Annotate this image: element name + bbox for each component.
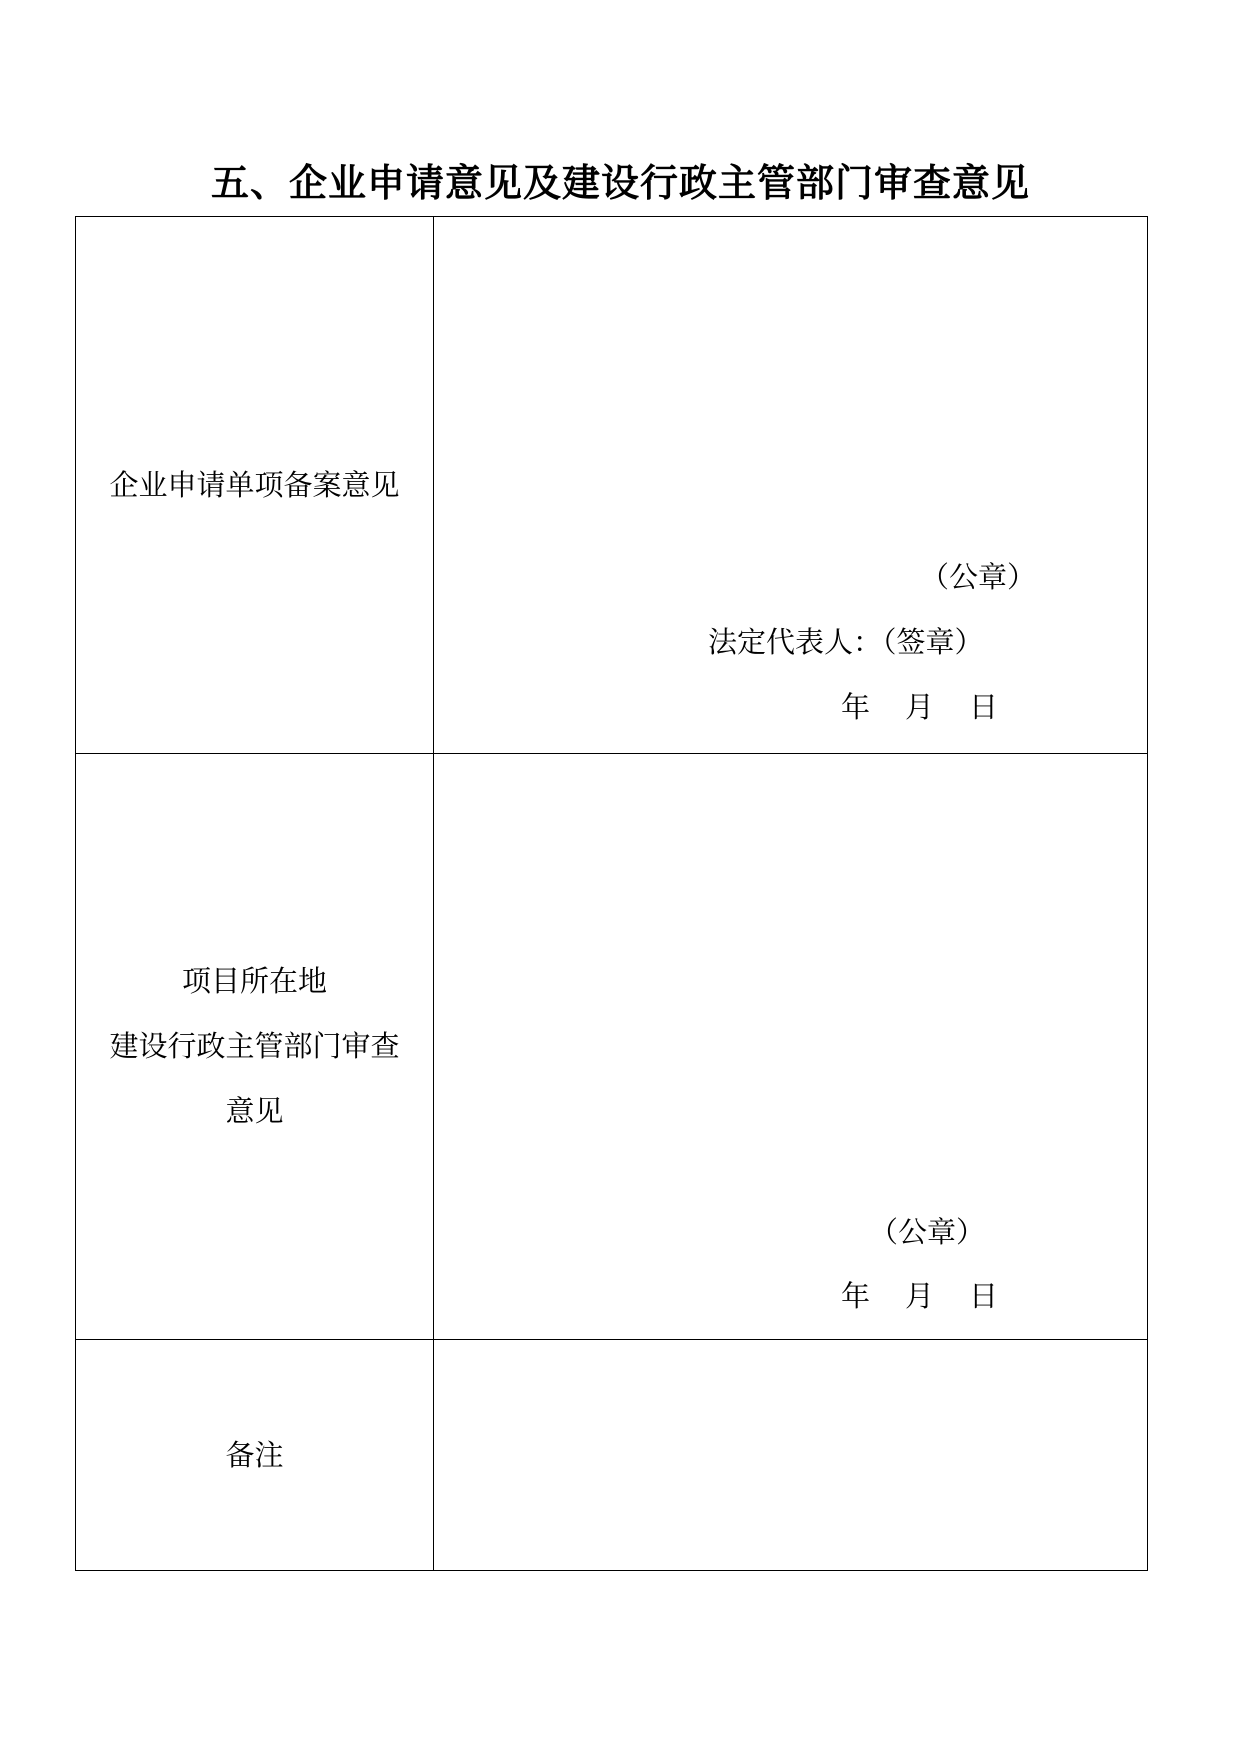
label-authority-line-1: 项目所在地 — [181, 964, 327, 998]
authority-review-field[interactable] — [434, 754, 1147, 1339]
date-line — [841, 1278, 998, 1314]
label-cell-remarks — [76, 1340, 434, 1570]
table-row-remarks — [76, 1340, 1147, 1570]
label-authority-line-3: 意见 — [225, 1094, 284, 1128]
table-row-enterprise-opinion — [76, 217, 1147, 754]
label-enterprise-opinion: 企业申请单项备案意见 — [109, 467, 400, 502]
year-label: 年 — [841, 1279, 871, 1313]
remarks-field[interactable] — [434, 1340, 1147, 1570]
month-label: 月 — [905, 1279, 935, 1313]
enterprise-opinion-field[interactable] — [434, 217, 1147, 753]
day-label: 日 — [969, 690, 999, 724]
label-cell-authority-review — [76, 754, 434, 1339]
table-row-authority-review — [76, 754, 1147, 1340]
company-seal-label: （公章） — [920, 560, 1037, 594]
year-label: 年 — [841, 690, 871, 724]
month-label: 月 — [905, 690, 935, 724]
page-title: 五、企业申请意见及建设行政主管部门审查意见 — [210, 160, 1030, 205]
authority-seal-label: （公章） — [869, 1215, 986, 1249]
day-label: 日 — [969, 1279, 999, 1313]
label-authority-line-2: 建设行政主管部门审查 — [109, 1029, 400, 1063]
legal-representative-signature-label: 法定代表人：（签章） — [708, 625, 984, 659]
label-cell-enterprise-opinion — [76, 217, 434, 753]
label-remarks: 备注 — [225, 1437, 284, 1472]
opinion-form-table — [75, 216, 1148, 1571]
date-line — [841, 689, 998, 725]
